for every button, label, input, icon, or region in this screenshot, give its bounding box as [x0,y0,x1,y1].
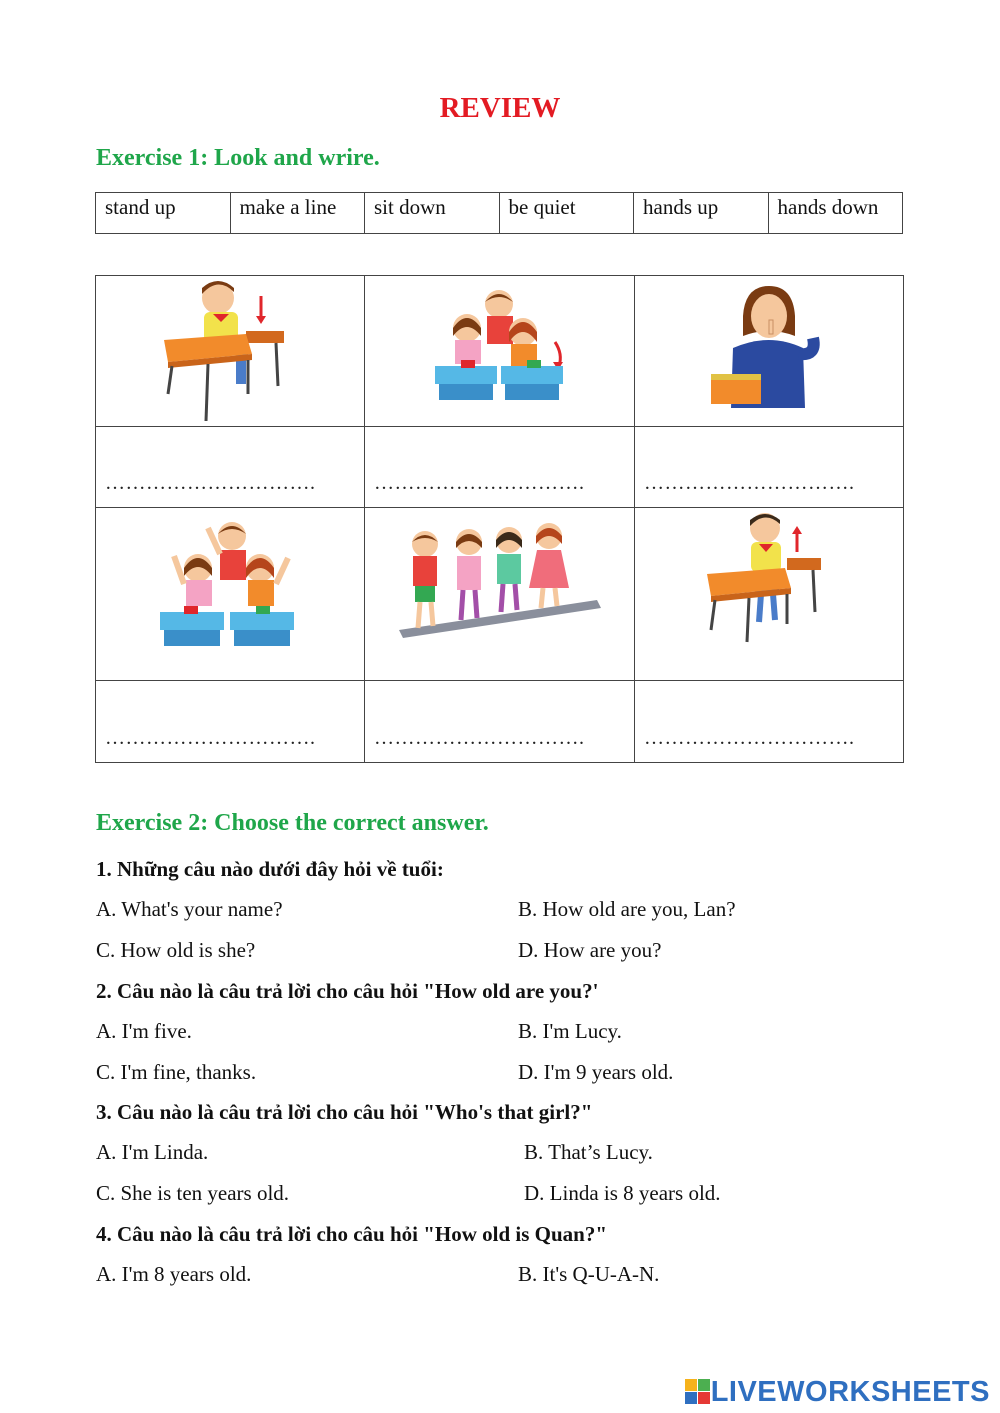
question-1-option-d[interactable]: D. How are you? [518,938,662,962]
word-bank-item: stand up [96,193,231,233]
page-title: REVIEW [439,92,561,124]
answer-blank[interactable]: …………………………. [374,727,585,749]
picture-cell-4 [96,508,365,681]
answer-blank[interactable]: …………………………. [644,472,855,494]
boy-standing-up-picture [635,508,903,680]
liveworksheets-badge-icon [685,1379,711,1405]
question-3-option-b[interactable]: B. That’s Lucy. [524,1140,653,1164]
answer-cell-2[interactable] [365,427,635,508]
question-3-option-a[interactable]: A. I'm Linda. [96,1140,209,1164]
question-1-option-a[interactable]: A. What's your name? [96,897,283,921]
picture-cell-5 [365,508,635,681]
question-2-option-a[interactable]: A. I'm five. [96,1019,192,1043]
teacher-be-quiet-picture [635,276,903,426]
question-4-option-a[interactable]: A. I'm 8 years old. [96,1262,252,1286]
question-2-option-c[interactable]: C. I'm fine, thanks. [96,1060,257,1084]
question-1-option-b[interactable]: B. How old are you, Lan? [518,897,736,921]
question-1: 1. Những câu nào dưới đây hỏi về tuổi: [96,857,444,881]
answer-blank[interactable]: …………………………. [105,472,316,494]
picture-cell-2 [365,276,635,427]
question-2: 2. Câu nào là câu trả lời cho câu hỏi "How old are you?' [96,979,599,1003]
question-2-option-b[interactable]: B. I'm Lucy. [518,1019,622,1043]
liveworksheets-logo [685,1377,990,1407]
question-3: 3. Câu nào là câu trả lời cho câu hỏi "Who's that girl?" [96,1100,593,1124]
word-bank-item: hands down [777,195,879,219]
picture-cell-3 [635,276,903,427]
word-bank-item: make a line [231,193,366,233]
kids-make-a-line-picture [365,508,634,680]
question-4-option-b[interactable]: B. It's Q-U-A-N. [518,1262,660,1286]
question-4: 4. Câu nào là câu trả lời cho câu hỏi "How old is Quan?" [96,1222,608,1246]
logo-text: LIVEWORKSHEETS [710,1375,990,1408]
picture-grid [95,275,904,763]
picture-cell-1 [96,276,365,427]
answer-blank[interactable]: …………………………. [105,727,316,749]
kids-hands-up-picture [96,508,364,680]
question-1-option-c[interactable]: C. How old is she? [96,938,256,962]
answer-blank[interactable]: …………………………. [374,472,585,494]
word-bank [95,192,903,234]
word-bank-item: hands up [634,193,769,233]
exercise-2-heading: Exercise 2: Choose the correct answer. [96,810,489,836]
question-3-option-c[interactable]: C. She is ten years old. [96,1181,290,1205]
exercise-1-heading: Exercise 1: Look and wrire. [96,145,380,171]
answer-blank[interactable]: …………………………. [644,727,855,749]
boy-sitting-down-picture [96,276,364,426]
answer-cell-3[interactable] [635,427,903,508]
word-bank-item: be quiet [500,193,635,233]
word-bank-item: sit down [365,193,500,233]
answer-cell-1[interactable] [96,427,365,508]
picture-cell-6 [635,508,903,681]
answer-cell-4[interactable] [96,681,365,762]
answer-cell-5[interactable] [365,681,635,762]
kids-hands-down-picture [365,276,634,426]
answer-cell-6[interactable] [635,681,903,762]
question-2-option-d[interactable]: D. I'm 9 years old. [518,1060,674,1084]
question-3-option-d[interactable]: D. Linda is 8 years old. [524,1181,721,1205]
